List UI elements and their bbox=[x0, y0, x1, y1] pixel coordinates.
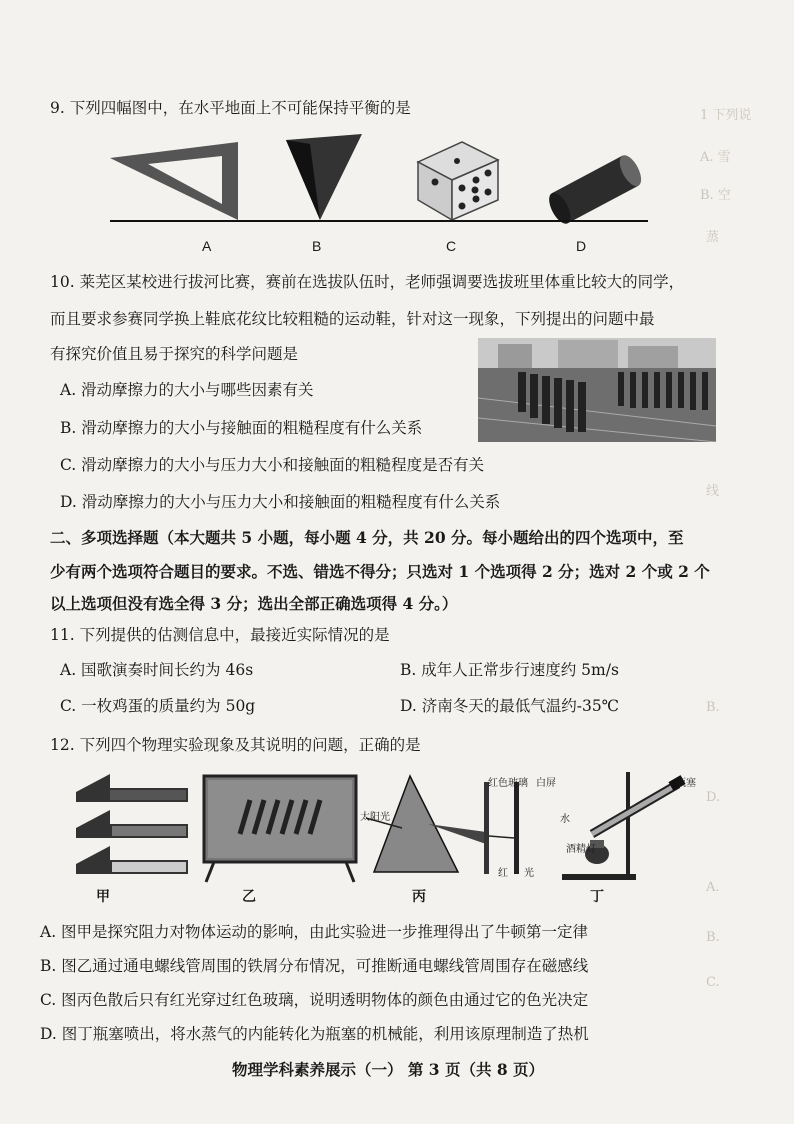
label-sunlight: 太阳光 bbox=[360, 812, 390, 823]
label-water: 水 bbox=[560, 814, 570, 825]
figure-a-triangle-ruler bbox=[110, 142, 238, 220]
q10-option-a: A. 滑动摩擦力的大小与哪些因素有关 bbox=[60, 381, 314, 399]
q12-option-a: A. 图甲是探究阻力对物体运动的影响，由此实验进一步推理得出了牛顿第一定律 bbox=[40, 923, 589, 941]
q9-figures bbox=[100, 130, 660, 230]
q9-label-a: A bbox=[202, 238, 212, 254]
label-white-screen: 白屏 bbox=[536, 778, 556, 789]
label-light: 光 bbox=[524, 868, 534, 879]
q11-option-b: B. 成年人正常步行速度约 5m/s bbox=[400, 661, 619, 679]
figure-c-dice bbox=[418, 142, 498, 220]
q10-option-d: D. 滑动摩擦力的大小与压力大小和接触面的粗糙程度有什么关系 bbox=[60, 493, 501, 511]
figure-ding-test-tube bbox=[562, 772, 686, 880]
figure-b-inverted-pyramid bbox=[286, 134, 362, 220]
fig-label-bing: 丙 bbox=[412, 889, 426, 905]
q12-option-b: B. 图乙通过通电螺线管周围的铁屑分布情况，可推断通电螺线管周围存在磁感线 bbox=[40, 957, 589, 975]
q11-option-c: C. 一枚鸡蛋的质量约为 50g bbox=[60, 697, 256, 715]
figure-bing-prism bbox=[366, 776, 519, 874]
q11-stem: 11. 下列提供的估测信息中，最接近实际情况的是 bbox=[50, 626, 390, 644]
q10-stem-line2: 而且要求参赛同学换上鞋底花纹比较粗糙的运动鞋，针对这一现象，下列提出的问题中最 bbox=[50, 310, 655, 328]
figure-yi-solenoid-filings bbox=[204, 776, 356, 882]
exam-page: 1 下列说 A. 雪 B. 空 蒸 线 B. D. A. B. C. 9. 下列四幅图中，在水平地面上不可能保持平衡的是 A B C D 10. 莱芜区某校进行拔河比赛，赛前在选拔队伍时，老师强调要选拔班里体重比较大的同学， 而且要求参赛同学换上鞋底花纹比较粗糙的运动鞋，针对这一现象，下列提出的问题中最 有探究价值且易于探究的科学问题是 A. 滑动摩擦力的大小与哪些因素有关 B. 滑动摩擦力的大小与接触面的粗糙程度有什么关系 C. 滑动摩擦力的大小与压力大小和接触面的粗糙程度是否有关 D. 滑动摩擦力的大小与压力大小和接触面的粗糙程度有什么关系 二、多项选择题（本大题共 5 小题，每小题 4 分，共 20 分。每小题给出的四个选项中，至 少有两个选项符合题目的要求。不选、错选不得分；只选对 1 个选项得 2 分；选对 2 个或 2 个 以上选项但没有选全得 3 分；选出全部正确选项得 4 分。） 11. 下列提供的估测信息中，最接近实际情况的是 A. 国歌演奏时间长约为 46s B. 成年人正常步行速度约 5m/s C. 一枚鸡蛋的质量约为 50g D. 济南冬天的最低气温约-35℃ 12. 下列四个物理实验现象及其说明的问题，正确的是 红色玻璃 白屏 太阳光 红 光 瓶塞 水 酒精灯 甲 乙 丙 丁 A. 图甲是探究阻力对物体运动的影响，由此实验进一步推理得出了牛顿第一定律 B. 图乙通过通电螺线管周围的铁屑分布情况，可推断通电螺线管周围存在磁感线 C. 图丙色散后只有红光穿过红色玻璃，说明透明物体的颜色由通过它的色光决定 D. 图丁瓶塞喷出，将水蒸气的内能转化为瓶塞的机械能，利用该原理制造了热机 物理学科素养展示（一） 第 3 页（共 8 页） bbox=[40, 99, 752, 1079]
label-stopper: 瓶塞 bbox=[676, 778, 696, 789]
tug-of-war-photo bbox=[478, 338, 716, 442]
label-alcohol-lamp: 酒精灯 bbox=[566, 844, 596, 855]
q12-option-c: C. 图丙色散后只有红光穿过红色玻璃，说明透明物体的颜色由通过它的色光决定 bbox=[40, 991, 589, 1009]
q10-option-b: B. 滑动摩擦力的大小与接触面的粗糙程度有什么关系 bbox=[60, 419, 423, 437]
label-red: 红 bbox=[498, 868, 508, 879]
section2-line3: 以上选项但没有选全得 3 分；选出全部正确选项得 4 分。） bbox=[50, 594, 458, 613]
q11-option-d: D. 济南冬天的最低气温约-35℃ bbox=[400, 697, 620, 715]
fig-label-yi: 乙 bbox=[242, 889, 256, 905]
q12-stem: 12. 下列四个物理实验现象及其说明的问题，正确的是 bbox=[50, 736, 421, 754]
label-red-glass: 红色玻璃 bbox=[488, 778, 528, 789]
figure-jia-inclined-planes bbox=[76, 774, 188, 874]
q10-stem-line1: 10. 莱芜区某校进行拔河比赛，赛前在选拔队伍时，老师强调要选拔班里体重比较大的同学， bbox=[50, 273, 685, 291]
figure-d-cylinder bbox=[545, 152, 646, 227]
q9-label-c: C bbox=[446, 238, 457, 254]
q11-option-a: A. 国歌演奏时间长约为 46s bbox=[60, 661, 254, 679]
q9-label-d: D bbox=[576, 238, 587, 254]
q10-stem-line3: 有探究价值且易于探究的科学问题是 bbox=[50, 345, 299, 363]
q12-option-d: D. 图丁瓶塞喷出，将水蒸气的内能转化为瓶塞的机械能，利用该原理制造了热机 bbox=[40, 1025, 589, 1043]
q9-label-b: B bbox=[312, 238, 322, 254]
q10-option-c: C. 滑动摩擦力的大小与压力大小和接触面的粗糙程度是否有关 bbox=[60, 456, 485, 474]
section2-line2: 少有两个选项符合题目的要求。不选、错选不得分；只选对 1 个选项得 2 分；选对 2 个或 2 个 bbox=[50, 562, 710, 581]
q9-stem: 9. 下列四幅图中，在水平地面上不可能保持平衡的是 bbox=[50, 99, 411, 117]
fig-label-ding: 丁 bbox=[590, 889, 604, 905]
q12-figures bbox=[70, 770, 710, 888]
section2-line1: 二、多项选择题（本大题共 5 小题，每小题 4 分，共 20 分。每小题给出的四个选项中，至 bbox=[50, 528, 684, 547]
page-footer: 物理学科素养展示（一） 第 3 页（共 8 页） bbox=[232, 1060, 545, 1079]
fig-label-jia: 甲 bbox=[96, 889, 110, 905]
